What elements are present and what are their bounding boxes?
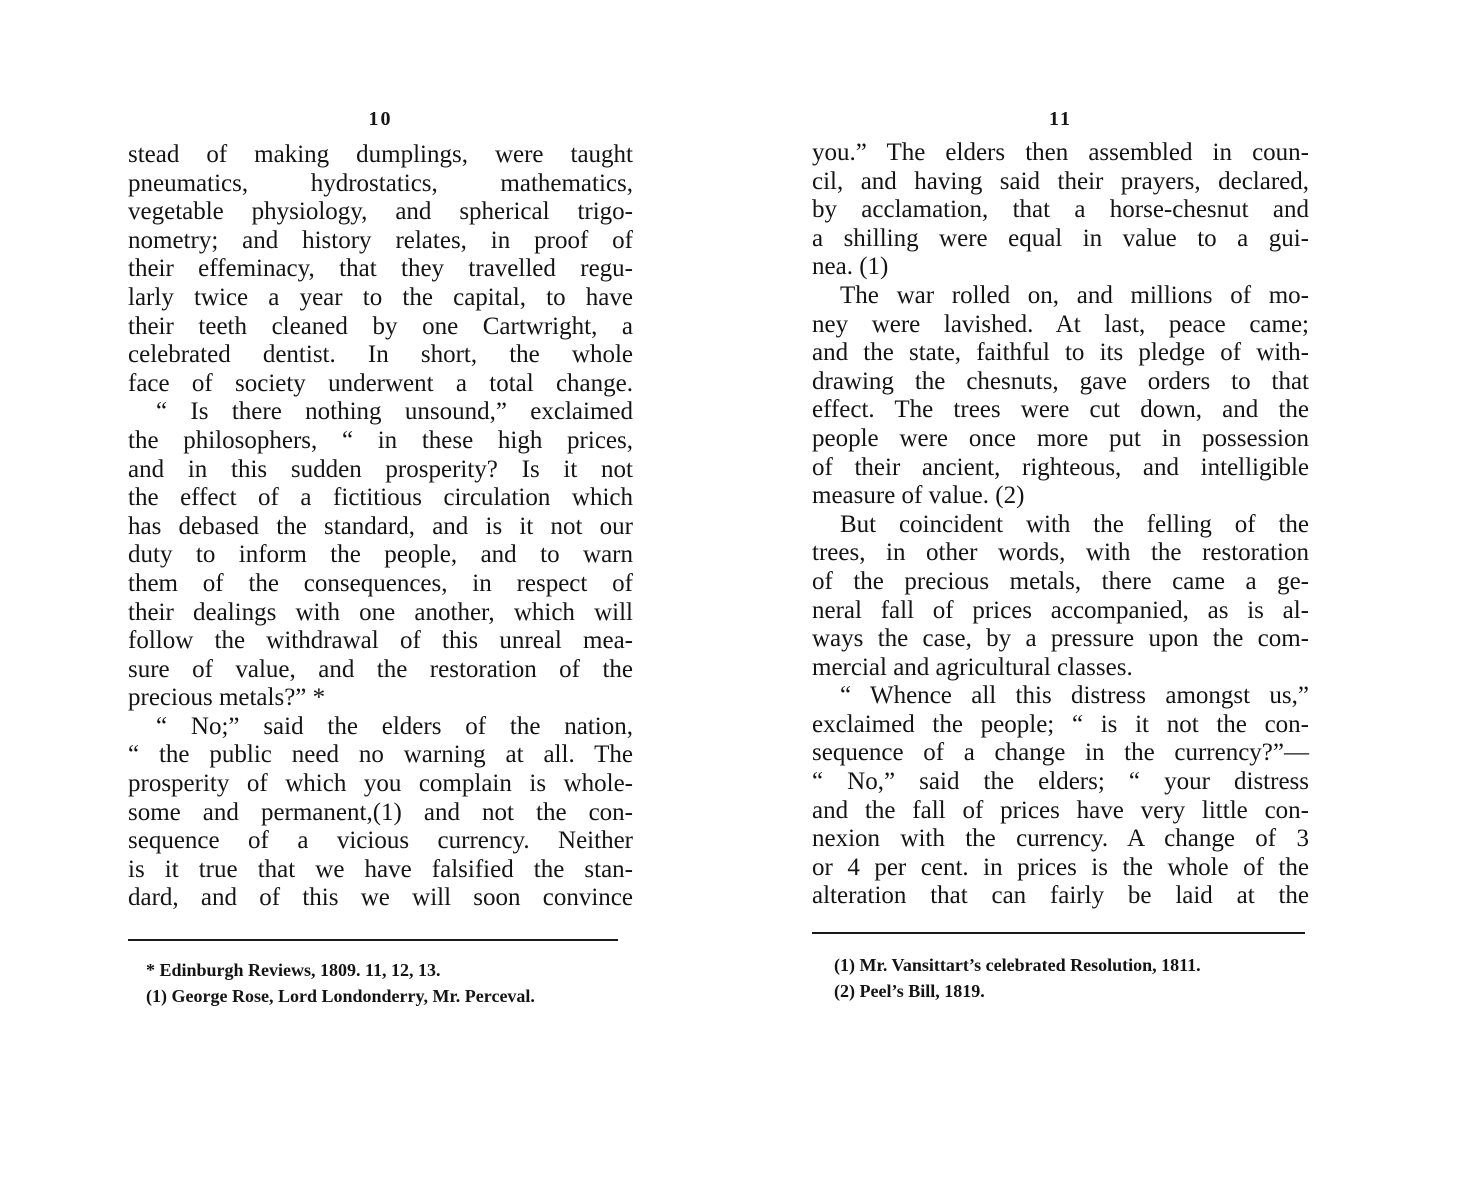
text-line: measure of value. (2) xyxy=(812,482,1025,510)
text-line: trees, in other words, with the restoration xyxy=(812,539,1309,567)
footnotes xyxy=(834,952,1309,1004)
text-line: precious metals?” * xyxy=(128,684,326,712)
text-line: nea. (1) xyxy=(812,253,889,281)
text-line: or 4 per cent. in prices is the whole of the xyxy=(812,853,1309,881)
text-line: “ No;” said the elders of the nation, xyxy=(156,712,633,740)
text-line: cil, and having said their prayers, declared, xyxy=(812,167,1309,195)
text-line: celebrated dentist. In short, the whole xyxy=(128,341,633,369)
text-line: and in this sudden prosperity? Is it not xyxy=(128,455,633,483)
text-line: sequence of a vicious currency. Neither xyxy=(128,827,633,855)
text-line: exclaimed the people; “ is it not the con- xyxy=(812,710,1309,738)
text-line: follow the withdrawal of this unreal mea- xyxy=(128,627,633,655)
text-line: their dealings with one another, which will xyxy=(128,598,633,626)
text-line: has debased the standard, and is it not our xyxy=(128,512,633,540)
text-line: ney were lavished. At last, peace came; xyxy=(812,310,1309,338)
text-line: some and permanent,(1) and not the con- xyxy=(128,798,633,826)
text-line: the philosophers, “ in these high prices, xyxy=(128,426,633,454)
text-line: duty to inform the people, and to warn xyxy=(128,541,633,569)
text-line: sure of value, and the restoration of the xyxy=(128,655,633,683)
right-page xyxy=(812,0,1309,1195)
text-line: “ the public need no warning at all. The xyxy=(128,741,633,769)
page-number: 11 xyxy=(1049,108,1072,130)
text-line: ways the case, by a pressure upon the com- xyxy=(812,625,1309,653)
text-line: by acclamation, that a horse-chesnut and xyxy=(812,196,1309,224)
text-line: of their ancient, righteous, and intelligible xyxy=(812,453,1309,481)
footnote-rule xyxy=(128,939,618,941)
text-line: is it true that we have falsified the stan- xyxy=(128,855,633,883)
left-page xyxy=(128,0,633,1195)
text-line: sequence of a change in the currency?”— xyxy=(812,739,1309,767)
text-line: neral fall of prices accompanied, as is al- xyxy=(812,596,1309,624)
footnotes xyxy=(146,957,633,1009)
text-line: face of society underwent a total change. xyxy=(128,369,633,397)
text-line: their teeth cleaned by one Cartwright, a xyxy=(128,312,633,340)
text-line: pneumatics, hydrostatics, mathematics, xyxy=(128,169,633,197)
text-line: dard, and of this we will soon convince xyxy=(128,884,633,912)
body-text xyxy=(128,141,633,913)
text-line: “ Whence all this distress amongst us,” xyxy=(840,682,1309,710)
text-line: and the state, faithful to its pledge of with- xyxy=(812,339,1309,367)
text-line: “ Is there nothing unsound,” exclaimed xyxy=(156,398,633,426)
text-line: stead of making dumplings, were taught xyxy=(128,141,633,168)
text-line: But coincident with the felling of the xyxy=(840,510,1309,538)
text-line: vegetable physiology, and spherical trigo- xyxy=(128,198,633,226)
text-line: alteration that can fairly be laid at the xyxy=(812,882,1309,910)
text-line: effect. The trees were cut down, and the xyxy=(812,396,1309,424)
body-text xyxy=(812,139,1309,911)
text-line: the effect of a fictitious circulation which xyxy=(128,484,633,512)
footnote: (2) Peel’s Bill, 1819. xyxy=(834,981,985,1001)
footnote-rule xyxy=(812,932,1305,934)
text-line: of the precious metals, there came a ge- xyxy=(812,567,1309,595)
text-line: larly twice a year to the capital, to have xyxy=(128,283,633,311)
footnote: (1) George Rose, Lord Londonderry, Mr. Perceval. xyxy=(146,986,535,1006)
footnote: (1) Mr. Vansittart’s celebrated Resolution, 1811. xyxy=(834,955,1201,975)
page-number: 10 xyxy=(368,108,393,130)
text-line: you.” The elders then assembled in coun- xyxy=(812,139,1309,166)
text-line: mercial and agricultural classes. xyxy=(812,653,1133,681)
text-line: “ No,” said the elders; “ your distress xyxy=(812,768,1309,796)
text-line: people were once more put in possession xyxy=(812,424,1309,452)
text-line: The war rolled on, and millions of mo- xyxy=(840,281,1309,309)
text-line: them of the consequences, in respect of xyxy=(128,569,633,597)
text-line: drawing the chesnuts, gave orders to that xyxy=(812,367,1309,395)
text-line: nometry; and history relates, in proof of xyxy=(128,226,633,254)
text-line: and the fall of prices have very little con- xyxy=(812,796,1309,824)
text-line: their effeminacy, that they travelled regu- xyxy=(128,255,633,283)
footnote: * Edinburgh Reviews, 1809. 11, 12, 13. xyxy=(146,960,441,980)
text-line: prosperity of which you complain is whole- xyxy=(128,770,633,798)
text-line: nexion with the currency. A change of 3 xyxy=(812,825,1309,853)
text-line: a shilling were equal in value to a gui- xyxy=(812,224,1309,252)
